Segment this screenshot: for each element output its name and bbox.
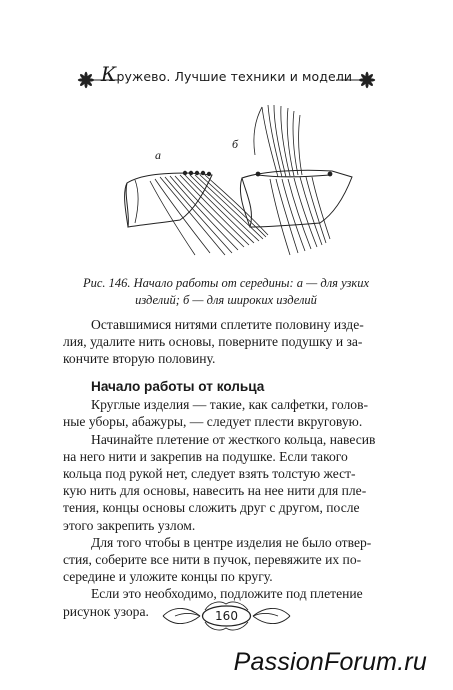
running-header-title <box>0 62 453 86</box>
text-line: кольца под рукой нет, следует взять толстую жест- <box>63 466 356 482</box>
title-rest: ружево. Лучшие техники и модели <box>116 69 353 84</box>
text-line: Круглые изделия — такие, как салфетки, голов- <box>91 397 369 413</box>
figure-146 <box>0 95 453 285</box>
figure-caption <box>76 275 376 309</box>
text-line: Начинайте плетение от жесткого кольца, навесив <box>91 431 376 447</box>
section-heading: Начало работы от кольца <box>91 379 265 394</box>
figure-label-a: а <box>155 148 161 162</box>
title-initial: К <box>100 62 117 86</box>
pillow-a-drawing <box>125 171 268 255</box>
section-ring-start <box>63 378 390 620</box>
text-line: на него нити и закрепив на подушке. Если такого <box>63 448 348 464</box>
paragraph-continuation <box>63 316 390 368</box>
text-line: лия, удалите нить основы, поверните подушку и за- <box>63 334 363 350</box>
text-line: рисунок узора. <box>63 603 149 619</box>
watermark: PassionForum.ru <box>233 648 427 676</box>
lace-pillow-illustration <box>0 95 453 285</box>
caption-line-2: изделий; б — для широких изделий <box>135 293 317 307</box>
text-line: кончите вторую половину. <box>63 351 216 367</box>
text-line: Оставшимися нитями сплетите половину изде- <box>91 317 364 332</box>
text-line: Если это необходимо, подложите под плетение <box>91 586 363 602</box>
figure-label-b: б <box>232 137 239 151</box>
caption-line-1: Рис. 146. Начало работы от середины: а — для узких <box>82 276 370 290</box>
pillow-b-drawing <box>240 105 352 255</box>
text-line: Для того чтобы в центре изделия не было отвер- <box>91 534 372 550</box>
text-line: этого закрепить узлом. <box>63 517 196 533</box>
text-line: середине и уложите концы по кругу. <box>63 569 273 585</box>
text-line: ные уборы, абажуры, — следует плести вкруговую. <box>63 414 363 430</box>
text-line: стия, соберите все нити в пучок, перевяжите их по- <box>63 552 362 568</box>
page-number: 160 <box>215 609 238 623</box>
text-line: тения, концы основы сложить друг с другом, после <box>63 500 360 516</box>
text-line: кую нить для основы, навесить на нее нити для пле- <box>63 483 367 499</box>
